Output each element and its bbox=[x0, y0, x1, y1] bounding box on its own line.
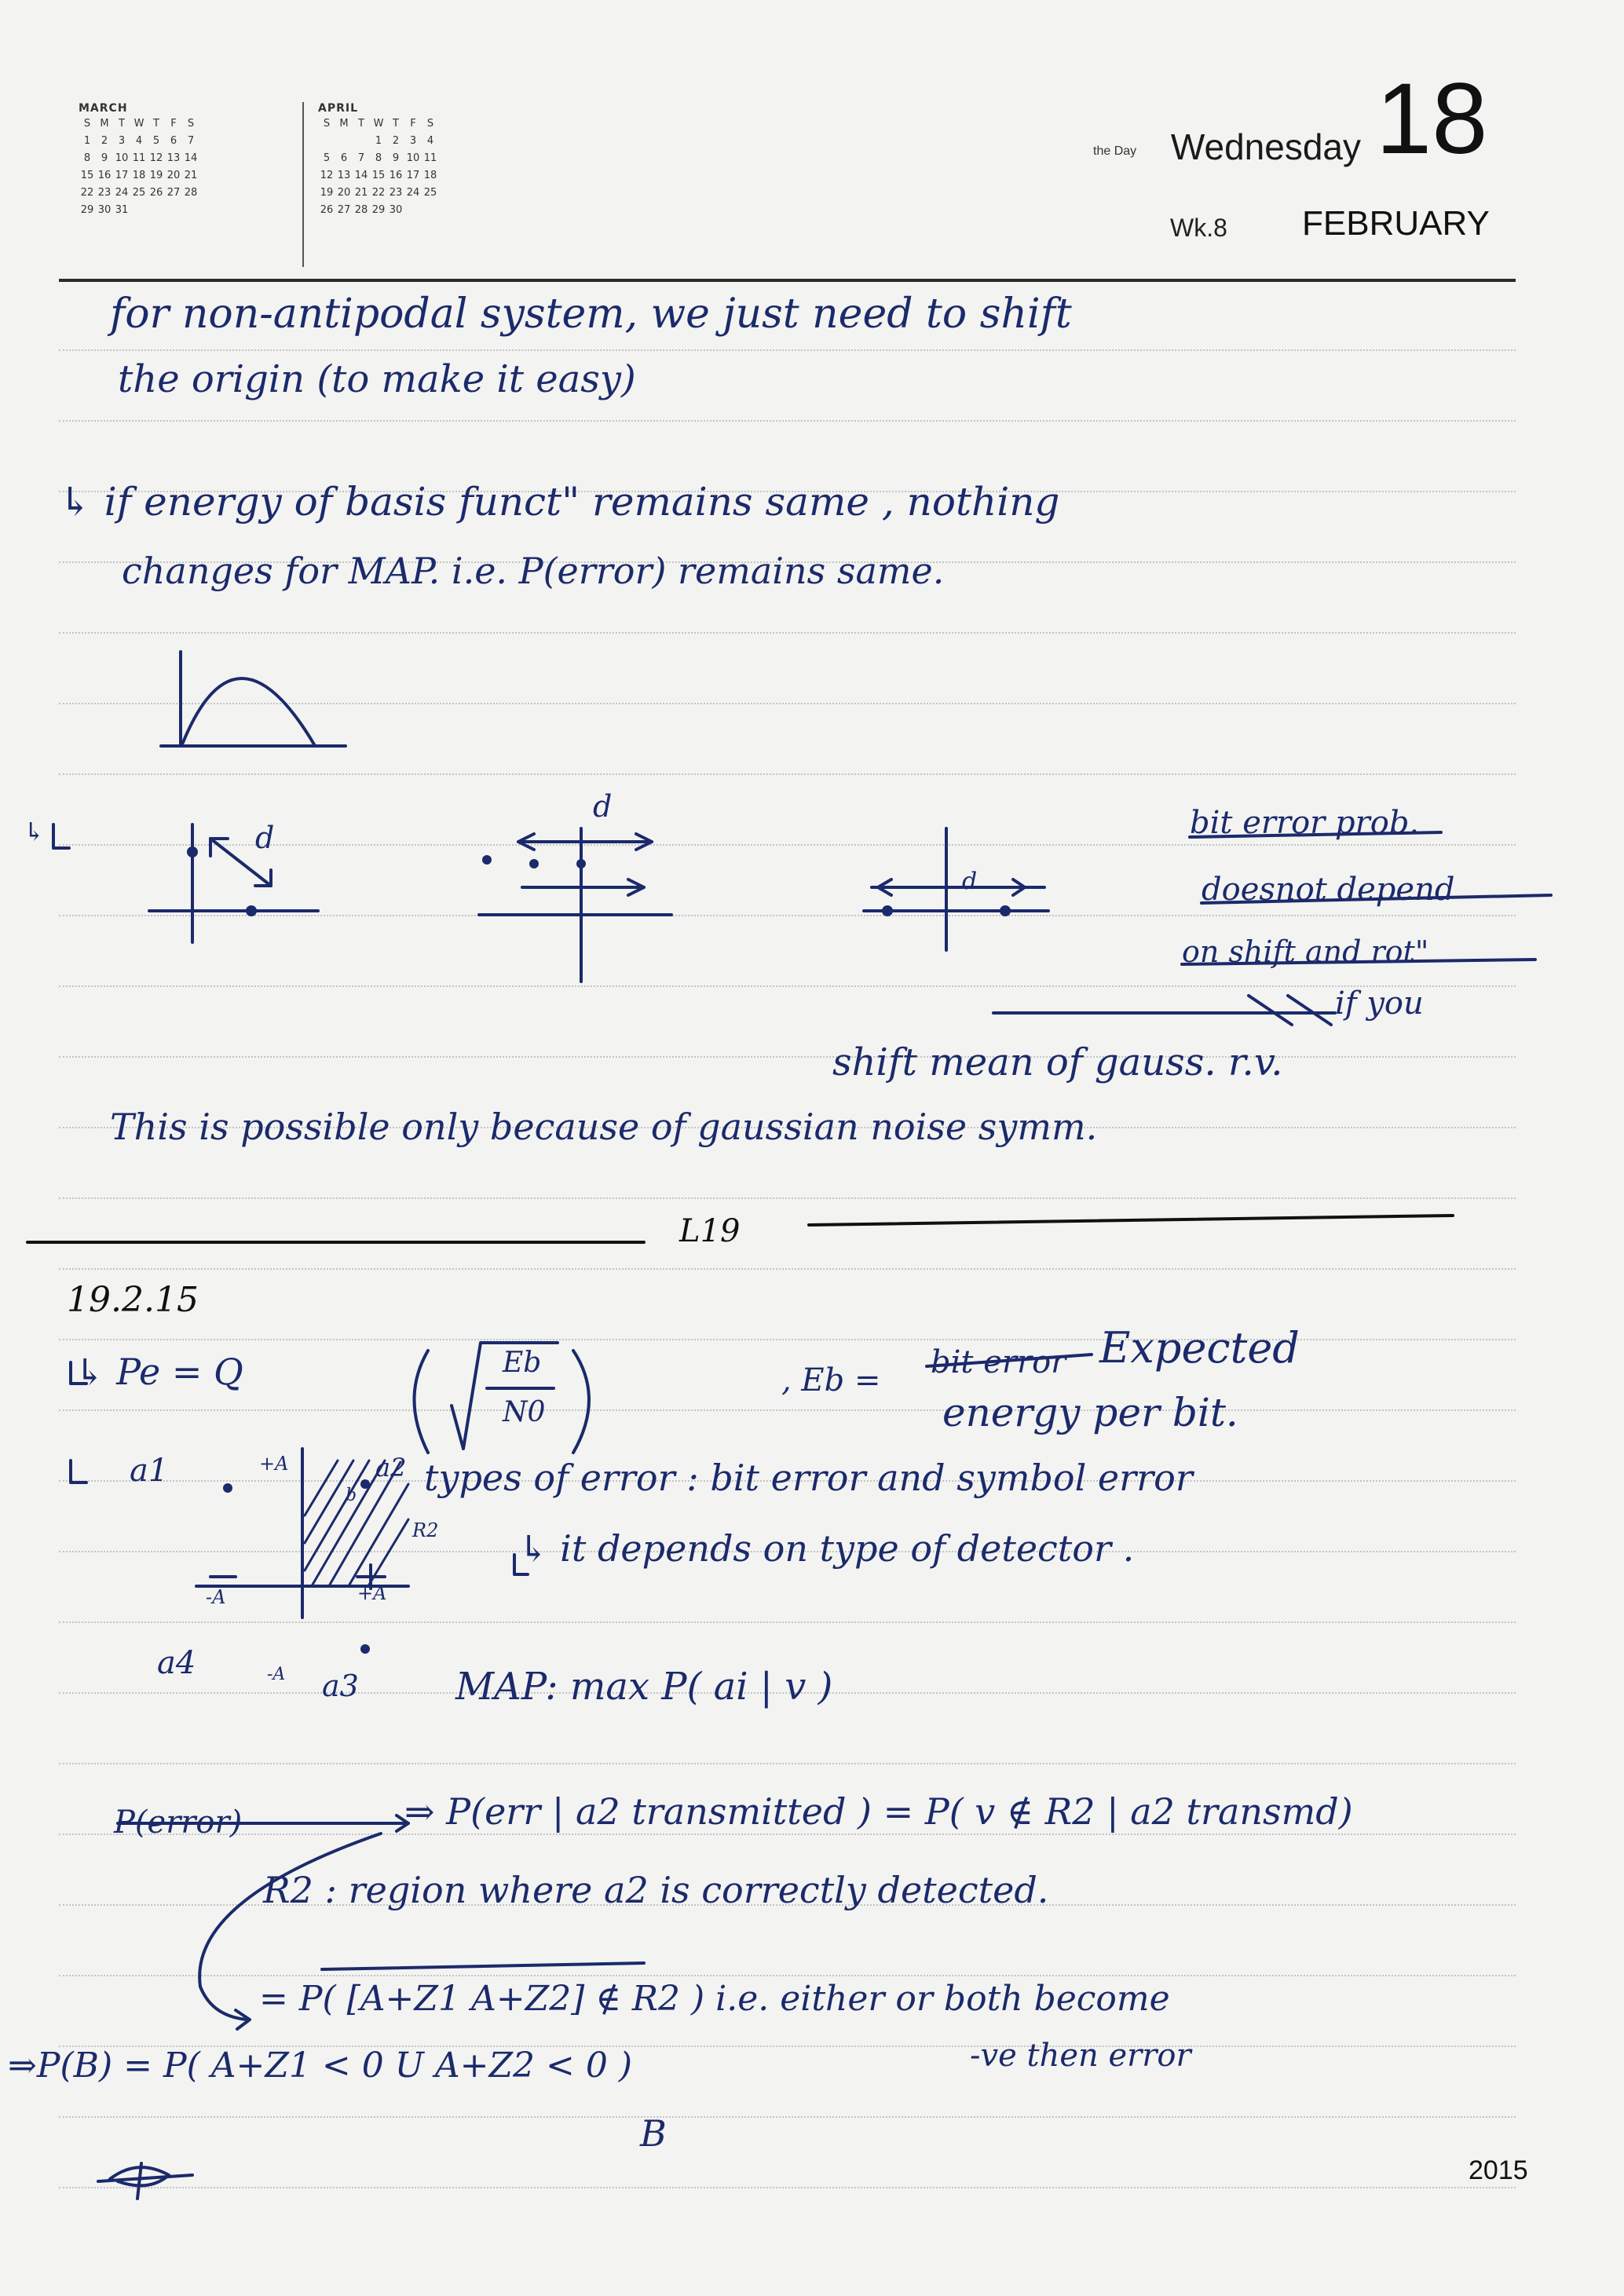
calendar-day: 26 bbox=[149, 186, 163, 199]
constellation-label: a4 bbox=[157, 1645, 196, 1681]
note-line: ⇒ P(err | a2 transmitted ) = P( v ∉ R2 | a2 transmd) bbox=[404, 1790, 1353, 1833]
note-line: the origin (to make it easy) bbox=[118, 357, 636, 401]
note-line: B bbox=[640, 2112, 667, 2155]
side-note: on shift and rot" bbox=[1182, 934, 1429, 969]
pe-formula-numerator: Eb bbox=[503, 1347, 542, 1379]
calendar-day: 28 bbox=[184, 186, 198, 199]
struck-text: P(error) bbox=[114, 1804, 243, 1841]
calendar-day: 7 bbox=[187, 134, 195, 147]
calendar-month-title: APRIL bbox=[318, 102, 359, 115]
constellation-label: a1 bbox=[130, 1453, 169, 1489]
calendar-day: 4 bbox=[135, 134, 143, 147]
calendar-weekday: S bbox=[323, 117, 331, 130]
calendar-weekday: W bbox=[373, 117, 384, 130]
calendar-day: 19 bbox=[149, 169, 163, 181]
lecture-date: 19.2.15 bbox=[67, 1280, 199, 1320]
calendar-day: 2 bbox=[392, 134, 400, 147]
calendar-day: 30 bbox=[389, 203, 403, 216]
calendar-day: 21 bbox=[354, 186, 368, 199]
pe-struck-text: bit error bbox=[931, 1344, 1066, 1380]
pe-formula-lhs: ↳ Pe = Q bbox=[75, 1351, 243, 1393]
calendar-day: 27 bbox=[337, 203, 351, 216]
pe-definition: energy per bit. bbox=[942, 1390, 1238, 1435]
calendar-day: 31 bbox=[115, 203, 129, 216]
note-line: for non-antipodal system, we just need to shift bbox=[110, 291, 1072, 338]
calendar-day: 12 bbox=[149, 152, 163, 164]
calendar-day: 3 bbox=[118, 134, 126, 147]
calendar-day: 29 bbox=[371, 203, 386, 216]
calendar-weekday: T bbox=[119, 117, 125, 130]
calendar-day: 8 bbox=[83, 152, 91, 164]
calendar-weekday: F bbox=[170, 117, 177, 130]
note-line: R2 : region where a2 is correctly detected. bbox=[263, 1869, 1049, 1911]
calendar-day: 18 bbox=[132, 169, 146, 181]
calendar-day: 9 bbox=[101, 152, 108, 164]
calendar-day: 22 bbox=[371, 186, 386, 199]
calendar-day: 1 bbox=[83, 134, 91, 147]
pe-definition: Expected bbox=[1099, 1323, 1300, 1373]
note-line: ↳ if energy of basis funct" remains same , nothing bbox=[59, 479, 1060, 525]
calendar-day: 13 bbox=[166, 152, 181, 164]
calendar-day: 22 bbox=[80, 186, 94, 199]
day-label: the Day bbox=[1093, 144, 1137, 158]
rotation-sketch bbox=[149, 824, 318, 942]
note-line: This is possible only because of gaussian noise symm. bbox=[110, 1106, 1098, 1148]
calendar-day: 19 bbox=[320, 186, 334, 199]
diagram-label: d bbox=[962, 868, 978, 895]
calendar-day: 5 bbox=[323, 152, 331, 164]
calendar-day: 15 bbox=[80, 169, 94, 181]
calendar-day: 16 bbox=[389, 169, 403, 181]
calendar-day: 26 bbox=[320, 203, 334, 216]
calendar-weekday: T bbox=[153, 117, 159, 130]
calendar-day: 3 bbox=[409, 134, 417, 147]
constellation-label: -A bbox=[267, 1665, 286, 1684]
calendar-day: 23 bbox=[97, 186, 112, 199]
calendar-day: 12 bbox=[320, 169, 334, 181]
pe-formula-denominator: N0 bbox=[503, 1396, 546, 1428]
constellation-label: +A bbox=[357, 1582, 387, 1604]
calendar-day: 11 bbox=[423, 152, 437, 164]
calendar-day: 5 bbox=[152, 134, 160, 147]
week-number: Wk.8 bbox=[1170, 214, 1227, 242]
calendar-day: 23 bbox=[389, 186, 403, 199]
calendar-day: 24 bbox=[115, 186, 129, 199]
note-line: ⇒P(B) = P( A+Z1 < 0 U A+Z2 < 0 ) bbox=[8, 2046, 633, 2086]
calendar-day: 17 bbox=[115, 169, 129, 181]
calendar-day: 1 bbox=[375, 134, 382, 147]
calendar-weekday: W bbox=[134, 117, 144, 130]
calendar-day: 6 bbox=[340, 152, 348, 164]
calendar-day: 20 bbox=[337, 186, 351, 199]
side-note: bit error prob. bbox=[1190, 805, 1420, 841]
calendar-day: 14 bbox=[354, 169, 368, 181]
note-line: = P( [A+Z1 A+Z2] ∉ R2 ) i.e. either or both become bbox=[259, 1979, 1170, 2019]
calendar-day: 29 bbox=[80, 203, 94, 216]
constellation-label: a2 bbox=[375, 1453, 407, 1483]
constellation-label: +A bbox=[259, 1453, 289, 1475]
year-footer: 2015 bbox=[1469, 2155, 1528, 2185]
calendar-weekday: T bbox=[358, 117, 364, 130]
calendar-day: 6 bbox=[170, 134, 177, 147]
side-note: doesnot depend bbox=[1202, 872, 1455, 908]
calendar-day: 2 bbox=[101, 134, 108, 147]
note-line: changes for MAP. i.e. P(error) remains same. bbox=[122, 550, 945, 592]
calendar-day: 27 bbox=[166, 186, 181, 199]
half-sine-pulse-sketch bbox=[161, 652, 346, 746]
constellation-label: R2 bbox=[412, 1519, 439, 1541]
calendar-weekday: T bbox=[393, 117, 399, 130]
calendar-day: 13 bbox=[337, 169, 351, 181]
calendar-day: 25 bbox=[132, 186, 146, 199]
calendar-day: 30 bbox=[97, 203, 112, 216]
note-line: ↳ it depends on type of detector . bbox=[518, 1527, 1135, 1570]
note-line: MAP: max P( ai | v ) bbox=[455, 1665, 833, 1709]
note-line: -ve then error bbox=[970, 2038, 1191, 2074]
calendar-day: 24 bbox=[406, 186, 420, 199]
calendar-month-title: MARCH bbox=[79, 102, 128, 115]
pe-formula-after: , Eb = bbox=[781, 1362, 881, 1398]
lecture-label: L19 bbox=[679, 1213, 741, 1249]
calendar-day: 25 bbox=[423, 186, 437, 199]
calendar-day: 17 bbox=[406, 169, 420, 181]
constellation-label: b bbox=[346, 1486, 357, 1505]
month-name: FEBRUARY bbox=[1302, 204, 1490, 243]
diagram-label: d bbox=[255, 821, 275, 855]
calendar-day: 14 bbox=[184, 152, 198, 164]
calendar-day: 21 bbox=[184, 169, 198, 181]
side-note: shift mean of gauss. r.v. bbox=[832, 1040, 1283, 1084]
calendar-weekday: S bbox=[187, 117, 195, 130]
calendar-weekday: S bbox=[83, 117, 91, 130]
shift-sketch bbox=[479, 828, 671, 982]
calendar-weekday: F bbox=[410, 117, 416, 130]
calendar-weekday: M bbox=[100, 117, 109, 130]
weekday: Wednesday bbox=[1170, 126, 1361, 167]
calendar-day: 4 bbox=[426, 134, 434, 147]
constellation-label: a3 bbox=[322, 1669, 359, 1703]
constellation-label: -A bbox=[206, 1586, 226, 1608]
note-line: types of error : bit error and symbol error bbox=[424, 1457, 1193, 1499]
calendar-weekday: M bbox=[339, 117, 349, 130]
calendar-day: 10 bbox=[115, 152, 129, 164]
calendar-day: 20 bbox=[166, 169, 181, 181]
calendar-day: 18 bbox=[423, 169, 437, 181]
calendar-day: 28 bbox=[354, 203, 368, 216]
diagram-label: d bbox=[593, 789, 613, 824]
calendar-weekday: S bbox=[426, 117, 434, 130]
calendar-day: 9 bbox=[392, 152, 400, 164]
calendar-day: 15 bbox=[371, 169, 386, 181]
calendar-day: 8 bbox=[375, 152, 382, 164]
calendar-day: 11 bbox=[132, 152, 146, 164]
date-number: 18 bbox=[1376, 63, 1488, 175]
note-line: ↳ bbox=[24, 817, 45, 846]
calendar-day: 16 bbox=[97, 169, 112, 181]
calendar-day: 10 bbox=[406, 152, 420, 164]
antipodal-sketch bbox=[864, 828, 1048, 950]
calendar-day: 7 bbox=[357, 152, 365, 164]
side-note: if you bbox=[1335, 985, 1424, 1022]
